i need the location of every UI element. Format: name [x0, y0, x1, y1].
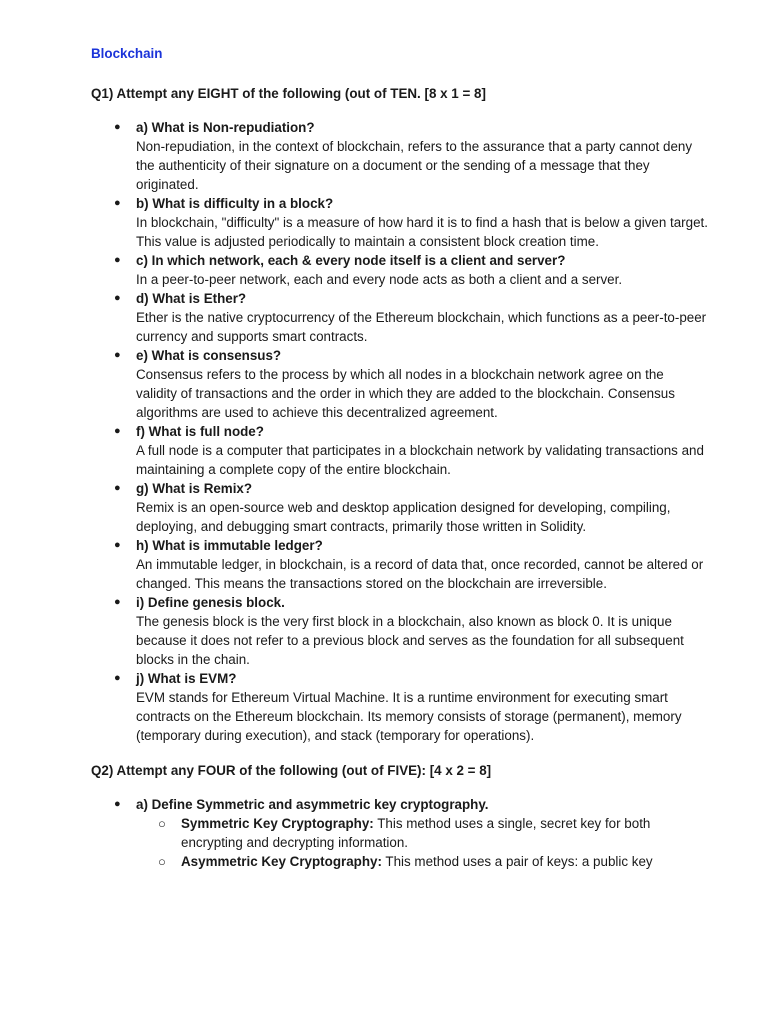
- bullet-icon: ●: [114, 596, 121, 608]
- q1-item-i: [91, 593, 708, 669]
- hollow-bullet-icon: ○: [158, 854, 166, 869]
- q1-item-c: [91, 251, 708, 289]
- question-title: h) What is immutable ledger?: [136, 538, 323, 553]
- question-title: a) Define Symmetric and asymmetric key cryptography.: [136, 797, 489, 812]
- q1-item-h: [91, 536, 708, 593]
- bullet-icon: ●: [114, 539, 121, 551]
- q1-question-list: [91, 118, 708, 745]
- answer-text: In a peer-to-peer network, each and every node acts as both a client and a server.: [136, 272, 623, 287]
- q2-question-list: [91, 795, 708, 871]
- q1-item-a: [91, 118, 708, 194]
- bullet-icon: ●: [114, 292, 121, 304]
- answer-text: Ether is the native cryptocurrency of the Ethereum blockchain, which functions as a peer-to-peer currency and supports smart contracts.: [136, 310, 707, 344]
- answer-text: Remix is an open-source web and desktop application designed for developing, compiling, deploying, and debugging smart contracts, primarily those written in Solidity.: [136, 500, 671, 534]
- q1-item-d: [91, 289, 708, 346]
- document-title: Blockchain: [91, 46, 163, 61]
- answer-text: A full node is a computer that participates in a blockchain network by validating transactions and maintaining a complete copy of the entire blockchain.: [136, 443, 704, 477]
- q1-item-j: [91, 669, 708, 745]
- question-title: c) In which network, each & every node itself is a client and server?: [136, 253, 566, 268]
- answer-text: In blockchain, "difficulty" is a measure of how hard it is to find a hash that is below a given target. This value is adjusted periodically to maintain a consistent block creation time.: [136, 215, 708, 249]
- question-title: e) What is consensus?: [136, 348, 282, 363]
- bullet-icon: ●: [114, 425, 121, 437]
- q1-item-e: [91, 346, 708, 422]
- bullet-icon: ●: [114, 121, 121, 133]
- q1-item-g: [91, 479, 708, 536]
- q1-heading: Q1) Attempt any EIGHT of the following (out of TEN. [8 x 1 = 8]: [91, 86, 486, 101]
- q2-a-sublist: [136, 814, 708, 871]
- q2-item-a: [91, 795, 708, 871]
- question-title: i) Define genesis block.: [136, 595, 285, 610]
- sublist-item-symmetric: [136, 814, 708, 852]
- answer-text: EVM stands for Ethereum Virtual Machine. It is a runtime environment for executing smart contracts on the Ethereum blockchain. Its memory consists of storage (permanent), memory (temporary during execution), and stack (temporary for operations).: [136, 690, 682, 743]
- q1-item-f: [91, 422, 708, 479]
- q2-heading: Q2) Attempt any FOUR of the following (out of FIVE): [4 x 2 = 8]: [91, 763, 492, 778]
- question-title: g) What is Remix?: [136, 481, 253, 496]
- term-label: Symmetric Key Cryptography:: [181, 816, 374, 831]
- bullet-icon: ●: [114, 672, 121, 684]
- term-definition: This method uses a pair of keys: a public key: [381, 854, 653, 869]
- answer-text: Non-repudiation, in the context of blockchain, refers to the assurance that a party cannot deny the authenticity of their signature on a document or the sending of a message that they originated.: [136, 139, 693, 192]
- hollow-bullet-icon: ○: [158, 816, 166, 831]
- bullet-icon: ●: [114, 254, 121, 266]
- question-title: d) What is Ether?: [136, 291, 247, 306]
- bullet-icon: ●: [114, 349, 121, 361]
- question-title: j) What is EVM?: [136, 671, 237, 686]
- answer-text: An immutable ledger, in blockchain, is a record of data that, once recorded, cannot be altered or changed. This means the transactions stored on the blockchain are irreversible.: [136, 557, 704, 591]
- term-label: Asymmetric Key Cryptography:: [181, 854, 382, 869]
- bullet-icon: ●: [114, 798, 121, 810]
- q1-item-b: [91, 194, 708, 251]
- question-title: a) What is Non-repudiation?: [136, 120, 315, 135]
- sublist-item-asymmetric: [136, 852, 708, 871]
- term-definition: This method uses a single, secret key for both encrypting and decrypting information.: [181, 816, 651, 850]
- bullet-icon: ●: [114, 482, 121, 494]
- answer-text: Consensus refers to the process by which all nodes in a blockchain network agree on the validity of transactions and the order in which they are added to the blockchain. Consensus algorithms are used to achieve this decentralized agreement.: [136, 367, 675, 420]
- question-title: b) What is difficulty in a block?: [136, 196, 334, 211]
- question-title: f) What is full node?: [136, 424, 264, 439]
- bullet-icon: ●: [114, 197, 121, 209]
- answer-text: The genesis block is the very first block in a blockchain, also known as block 0. It is unique because it does not refer to a previous block and serves as the foundation for all subsequent blocks in the chain.: [136, 614, 684, 667]
